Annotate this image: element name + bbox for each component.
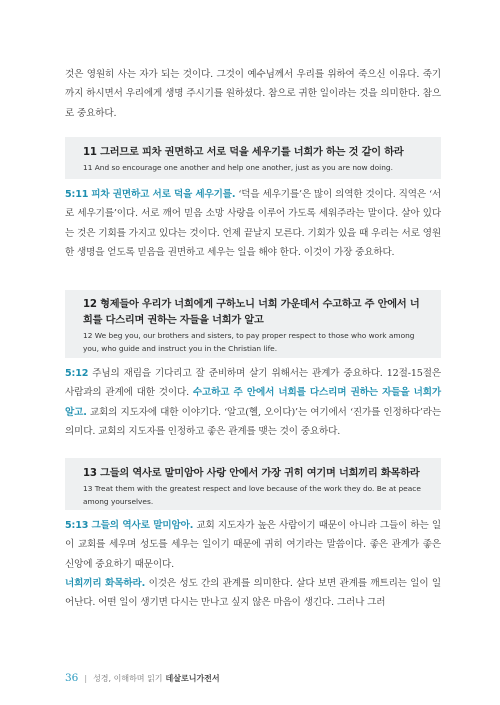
commentary-text: 주님의 재림을 기다리고 잘 준비하며 살기 위해서는 관계가 중요하다. 12절-15절은 사람과의 관계에 대한 것이다.	[65, 368, 441, 399]
commentary-5-12	[65, 364, 441, 441]
footer-separator: |	[84, 673, 88, 683]
commentary-text: ‘덕을 세우기를’은 많이 의역한 것이다. 직역은 ‘서로 세우기를’이다. 서로 깨어 믿음 소망 사랑을 이루어 가도록 세워주라는 말이다. 살아 있다는 것은 기회를 가지고 있다는 것이다. 언제 끝날지 모른다. 기회가 있을 때 우리는 서로 영원한 생명을 얻도록 믿음을 권면하고 세우는 일을 해야 한다. 이것이 가장 중요하다.	[65, 189, 441, 258]
highlight-phrase: 피차 권면하고 서로 덕을 세우기를.	[91, 189, 236, 200]
verse-12-english: 12 We beg you, our brothers and sisters, to pay proper respect to those who work among you, who guide and instruct you in the Christian life.	[83, 331, 415, 353]
commentary-5-13-peace	[65, 574, 441, 613]
verse-11-korean: 11 그러므로 피차 권면하고 서로 덕을 세우기를 너희가 하는 것 같이 하라	[83, 147, 404, 158]
commentary-text: 이것은 성도 간의 관계를 의미한다. 살다 보면 관계를 깨트리는 일이 일어난다. 어떤 일이 생기면 다시는 만나고 싶지 않은 마음이 생긴다. 그러나 그러	[65, 578, 442, 609]
verse-ref: 5:12	[65, 368, 89, 379]
commentary-5-13	[65, 516, 441, 574]
page-number: 36	[65, 672, 79, 684]
series-title: 성경, 이해하며 읽기	[93, 673, 163, 683]
verse-box-12	[65, 290, 441, 358]
verse-box-11	[65, 137, 441, 179]
verse-box-13	[65, 458, 441, 510]
commentary-text: 교회 지도자가 높은 사람이기 때문이 아니라 그들이 하는 일이 교회를 세우며 성도를 세우는 일이기 때문에 귀히 여기라는 말씀이다. 좋은 관계가 좋은 신앙에 중요하기 때문이다.	[65, 520, 442, 570]
highlight-phrase: 너희끼리 화목하라.	[65, 578, 146, 589]
verse-12-korean: 12 형제들아 우리가 너희에게 구하노니 너희 가운데서 수고하고 주 안에서 너희를 다스리며 권하는 자들을 너희가 알고	[83, 299, 420, 326]
paragraph-intro: 것은 영원히 사는 자가 되는 것이다. 그것이 예수님께서 우리를 위하여 죽으신 이유다. 죽기까지 하시면서 우리에게 생명 주시기를 원하셨다. 참으로 귀한 일이라는 것을 의미한다. 참으로 중요하다.	[65, 69, 441, 119]
page-footer	[65, 672, 220, 684]
verse-ref: 5:13	[65, 520, 89, 531]
commentary-5-11	[65, 185, 441, 262]
highlight-phrase: 수고하고 주 안에서 너희를 다스리며 권하는 자들을 너희가 알고.	[65, 387, 441, 418]
commentary-text: 교회의 지도자에 대한 이야기다. ‘알고(헬, 오이다)’는 여기에서 ‘진가를 인정하다’라는 의미다. 교회의 지도자를 인정하고 좋은 관계를 맺는 것이 중요하다.	[65, 406, 441, 437]
book-title: 데살로니가전서	[165, 673, 220, 683]
verse-ref: 5:11	[65, 189, 89, 200]
highlight-phrase: 그들의 역사로 말미암아.	[91, 520, 194, 531]
verse-13-english: 13 Treat them with the greatest respect and love because of the work they do. Be at peace among yourselves.	[83, 484, 421, 506]
verse-13-korean: 13 그들의 역사로 말미암아 사랑 안에서 가장 귀히 여기며 너희끼리 화목하라	[83, 468, 420, 479]
verse-11-english: 11 And so encourage one another and help one another, just as you are now doing.	[83, 163, 393, 172]
